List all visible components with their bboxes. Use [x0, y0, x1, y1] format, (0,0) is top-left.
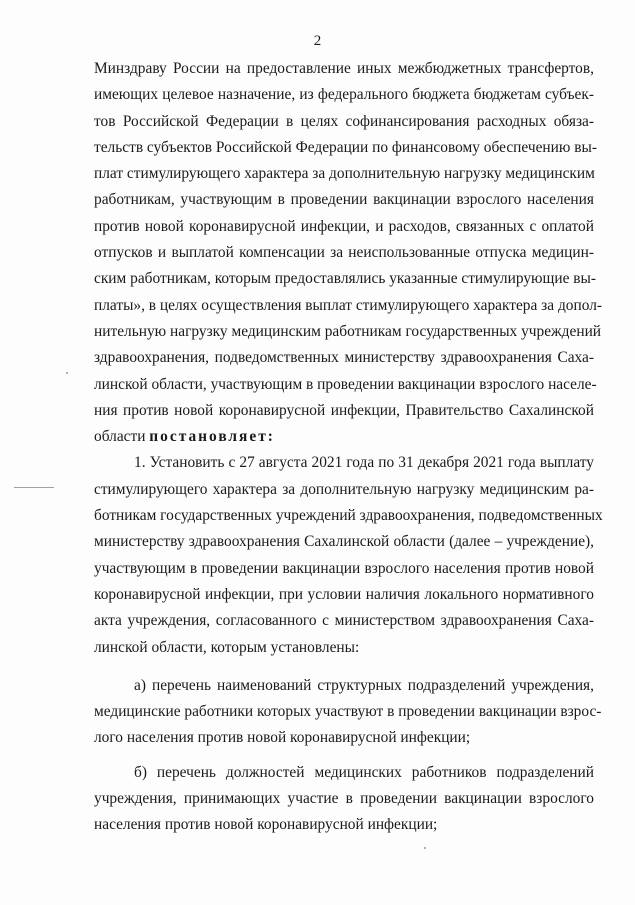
- text-line: 1. Установить с 27 августа 2021 года по 31 декабря 2021 года выплату: [134, 454, 594, 472]
- text-line: работникам, участвующим в проведении вакцинации взрослого населения: [94, 191, 594, 209]
- paragraph-item-b: [94, 760, 594, 839]
- text-line: ния против новой коронавирусной инфекции, Правительство Сахалинской: [94, 401, 594, 419]
- text-line: лого населения против новой коронавирусной инфекции;: [94, 729, 471, 747]
- scan-mark: [14, 487, 54, 488]
- text-line: здравоохранения, подведомственных министерству здравоохранения Саха-: [94, 349, 594, 367]
- text-line: коронавирусной инфекции, при условии наличия локального нормативного: [94, 585, 594, 603]
- text-line: акта учреждения, согласованного с министерством здравоохранения Саха-: [94, 612, 594, 630]
- text-line: тельств субъектов Российской Федерации по финансовому обеспечению вы-: [94, 138, 597, 156]
- text-line: платы», в целях осуществления выплат стимулирующего характера за допол-: [94, 296, 603, 314]
- text-line: линской области, участвующим в проведении вакцинации взрослого населе-: [94, 375, 597, 393]
- text-line: участвующим в проведении вакцинации взрослого населения против новой: [94, 559, 594, 577]
- text-line: линской области, которым установлены:: [94, 638, 360, 656]
- text-line: имеющих целевое назначение, из федерального бюджета бюджетам субъек-: [94, 86, 594, 104]
- text-line: плат стимулирующего характера за дополнительную нагрузку медицинским: [94, 165, 595, 183]
- text-line: Минздраву России на предоставление иных межбюджетных трансфертов,: [94, 60, 594, 77]
- paragraph-preamble: [94, 56, 603, 450]
- text-line: б) перечень должностей медицинских работников подразделений: [134, 763, 594, 781]
- text-line: нительную нагрузку медицинским работникам государственных учреждений: [94, 322, 602, 340]
- scan-speck: [424, 847, 426, 849]
- text-line: ботникам государственных учреждений здравоохранения, подведомственных: [94, 507, 603, 525]
- text-line: министерству здравоохранения Сахалинской области (далее – учреждение),: [94, 533, 594, 551]
- page-number: 2: [313, 33, 322, 49]
- text-line: стимулирующего характера за дополнительную нагрузку медицинским ра-: [94, 480, 594, 498]
- text-line: тов Российской Федерации в целях софинансирования расходных обяза-: [94, 112, 594, 130]
- paragraph-item-1: [94, 450, 603, 660]
- text-line: отпусков и выплатой компенсации за неиспользованные отпуска медицин-: [94, 244, 594, 262]
- text-line: учреждения, принимающих участие в проведении вакцинации взрослого: [94, 790, 594, 808]
- text-line: медицинские работники которых участвуют в проведении вакцинации взрос-: [94, 703, 602, 721]
- resolution-keyword: постановляет:: [149, 428, 275, 446]
- text-line: а) перечень наименований структурных подразделений учреждения,: [134, 676, 594, 694]
- text-line: [94, 424, 594, 450]
- text-line: против новой коронавирусной инфекции, и расходов, связанных с оплатой: [94, 217, 594, 235]
- text-line: ским работникам, которым предоставлялись указанные стимулирующие вы-: [94, 270, 597, 288]
- paragraph-item-a: [94, 673, 602, 752]
- text-line: населения против новой коронавирусной инфекции;: [94, 816, 438, 834]
- document-body: [94, 56, 603, 839]
- preamble-tail: области: [94, 428, 150, 446]
- scan-speck: [66, 372, 68, 374]
